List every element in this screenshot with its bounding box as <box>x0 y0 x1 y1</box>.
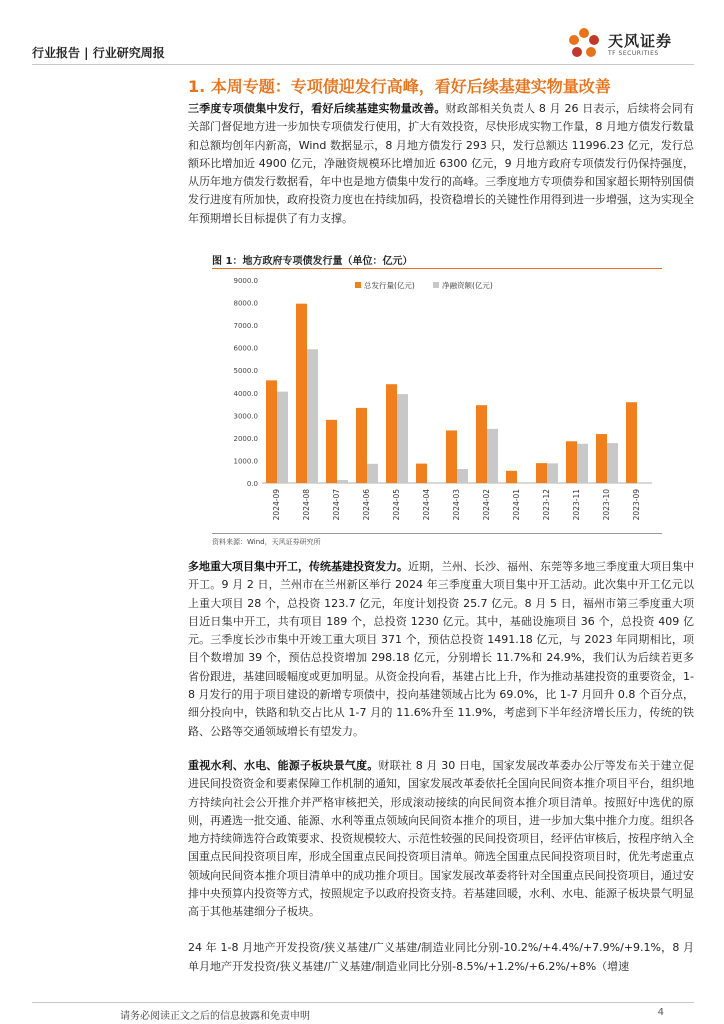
footer-disclaimer: 请务必阅读正文之后的信息披露和免责申明 <box>120 1011 310 1022</box>
bar-total-2024-06 <box>356 408 367 483</box>
y-tick-label: 3000.0 <box>233 412 258 421</box>
header-left: 行业报告 | 行业研究周报 <box>32 46 165 60</box>
bar-total-2024-01 <box>506 471 517 483</box>
bar-net-2024-05 <box>397 394 408 483</box>
bar-total-2023-11 <box>566 441 577 483</box>
x-tick-label: 2024-03 <box>452 489 461 521</box>
bar-total-2024-04 <box>416 464 427 483</box>
paragraph-1 <box>188 100 694 228</box>
x-tick-label: 2023-09 <box>632 489 641 521</box>
x-tick-label: 2024-09 <box>272 489 281 521</box>
bar-total-2023-10 <box>596 434 607 483</box>
paragraph-4 <box>188 938 694 976</box>
bar-total-2024-03 <box>446 430 457 483</box>
bar-net-2023-10 <box>607 443 618 483</box>
footer-divider <box>32 1002 694 1003</box>
legend-label-total: 总发行量(亿元) <box>364 281 415 290</box>
legend-swatch-total <box>355 282 361 288</box>
x-tick-label: 2024-06 <box>362 489 371 521</box>
bar-total-2024-09 <box>266 380 277 483</box>
legend-swatch-net <box>433 282 439 288</box>
paragraph-3 <box>188 757 694 922</box>
paragraph-2-lead: 多地重大项目集中开工，传统基建投资发力。 <box>188 560 408 573</box>
legend-label-net: 净融资额(亿元) <box>442 281 493 290</box>
x-tick-label: 2024-02 <box>482 489 491 521</box>
bar-net-2023-11 <box>577 444 588 483</box>
bar-net-2024-02 <box>487 429 498 483</box>
y-tick-label: 4000.0 <box>233 389 258 398</box>
section-title: 1. 本周专题：专项债迎发行高峰，看好后续基建实物量改善 <box>188 77 611 96</box>
y-tick-label: 5000.0 <box>233 367 258 376</box>
bar-total-2024-02 <box>476 405 487 483</box>
y-tick-label: 7000.0 <box>233 322 258 331</box>
y-tick-label: 6000.0 <box>233 344 258 353</box>
page-number: 4 <box>657 1007 664 1018</box>
bar-total-2024-05 <box>386 384 397 483</box>
paragraph-2 <box>188 558 694 741</box>
paragraph-4-body: 24 年 1-8 月地产开发投资/狭义基建/广义基建/制造业同比分别-10.2%/+4.4%/+7.9%/+9.1%，8 月单月地产开发投资/狭义基建/广义基建/制造业同比分别-8.5%/+1.2%/+6.2%/+8%（增速 <box>188 941 694 973</box>
x-tick-label: 2024-08 <box>302 489 311 521</box>
bar-net-2024-06 <box>367 464 378 483</box>
bar-total-2023-09 <box>626 402 637 483</box>
bar-total-2024-08 <box>296 304 307 483</box>
x-tick-label: 2023-10 <box>602 489 611 521</box>
x-tick-label: 2023-12 <box>542 489 551 521</box>
figure-source: 资料来源：Wind，天风证券研究所 <box>212 538 321 546</box>
y-tick-label: 9000.0 <box>233 277 258 285</box>
special-bond-bar-chart <box>212 270 662 532</box>
x-tick-label: 2024-05 <box>392 489 401 521</box>
x-tick-label: 2024-01 <box>512 489 521 521</box>
bar-net-2024-08 <box>307 349 318 483</box>
header-divider <box>32 64 694 65</box>
brand-flower-icon <box>564 24 604 64</box>
y-tick-label: 8000.0 <box>233 299 258 308</box>
bar-net-2024-03 <box>457 469 468 483</box>
bar-net-2024-09 <box>277 392 288 483</box>
x-tick-label: 2023-11 <box>572 489 581 521</box>
brand-name-cn: 天风证券 <box>608 32 673 50</box>
x-tick-label: 2024-07 <box>332 489 341 521</box>
figure-top-rule <box>212 268 662 269</box>
bar-net-2023-12 <box>547 463 558 483</box>
paragraph-2-body: 近期，兰州、长沙、福州、东莞等多地三季度重大项目集中开工。9 月 2 日，兰州市在兰州新区举行 2024 年三季度重大项目集中开工活动。此次集中开工亿元以上重大项目 28 个，总投资 123.7 亿元，年度计划投资 25.7 亿元。8 月 5 日，福州市第三季度重大项目近日集中开工，共有项目 189 个，总投资 1230 亿元。其中，基础设施项目 36 个，总投资 409 亿元。三季度长沙市集中开竣工重大项目 371 个，预估总投资 1491.18 亿元，与 2023 年同期相比，项目个数增加 39 个，预估总投资增加 298.18 亿元，分别增长 11.7%和 24.9%，我们认为后续若更多省份跟进，基建回暖幅度或更加明显。从资金投向看，基建占比上升，作为推动基建投资的重要资金，1-8 月发行的用于项目建设的新增专项债中，投向基建领域占比为 69.0%，比 1-7 月回升 0.8 个百分点，细分投向中，铁路和轨交占比从 1-7 月的 11.6%升至 11.9%，考虑到下半年经济增长压力，传统的铁路、公路等交通领域增长有望发力。 <box>188 560 694 738</box>
paragraph-1-lead: 三季度专项债集中发行，看好后续基建实物量改善。 <box>188 102 446 115</box>
y-tick-label: 1000.0 <box>233 457 258 466</box>
paragraph-3-body: 财联社 8 月 30 日电，国家发展改革委办公厅等发布关于建立促进民间投资资金和要素保障工作机制的通知，国家发展改革委依托全国向民间资本推介项目平台，组织地方持续向社会公开推介并严格审核把关，形成滚动接续的向民间资本推介项目清单。按照好中选优的原则，再遴选一批交通、能源、水利等重点领域向民间资本推介的项目，进一步加大集中推介力度。组织各地方持续筛选符合政策要求、投资规模较大、示范性较强的民间投资项目，经评估审核后，按程序纳入全国重点民间投资项目库，形成全国重点民间投资项目清单。筛选全国重点民间投资项目时，优先考虑重点领域向民间资本推介项目清单中的成功推介项目。国家发展改革委将针对全国重点民间投资项目，通过安排中央预算内投资等方式，按照规定予以政府投资支持。若基建回暖，水利、水电、能源子板块景气明显高于其他基建细分子板块。 <box>188 759 694 919</box>
y-tick-label: 0.0 <box>246 480 258 488</box>
figure-bottom-rule <box>212 533 662 534</box>
bar-total-2023-12 <box>536 463 547 483</box>
paragraph-1-body: 财政部相关负责人 8 月 26 日表示，后续将会同有关部门督促地方进一步加快专项债发行使用，扩大有效投资，尽快形成实物工作量，8 月地方债发行数量和总额均创年内新高，Wind 数据显示，8 月地方债发行 293 只，发行总额达 11996.23 亿元，发行总额环比增加近 4900 亿元，净融资规模环比增加近 6300 亿元，9 月地方政府专项债发行仍保持强度，从历年地方债发行数据看，年中也是地方债集中发行的高峰。三季度地方专项债券和国家超长期特别国债发行进度有所加快，政府投资力度也在持续加码，投资稳增长的关键性作用得到进一步增强，这为实现全年预期增长目标提供了有力支撑。 <box>188 102 694 225</box>
paragraph-3-lead: 重视水利、水电、能源子板块景气度。 <box>188 759 379 772</box>
y-tick-label: 2000.0 <box>233 434 258 443</box>
bar-net-2024-07 <box>337 480 348 483</box>
brand-name-en: TF SECURITIES <box>608 50 659 57</box>
brand-logo <box>542 24 692 64</box>
bar-total-2024-07 <box>326 420 337 483</box>
figure-title: 图 1：地方政府专项债发行量（单位：亿元） <box>212 256 413 267</box>
x-tick-label: 2024-04 <box>422 489 431 521</box>
